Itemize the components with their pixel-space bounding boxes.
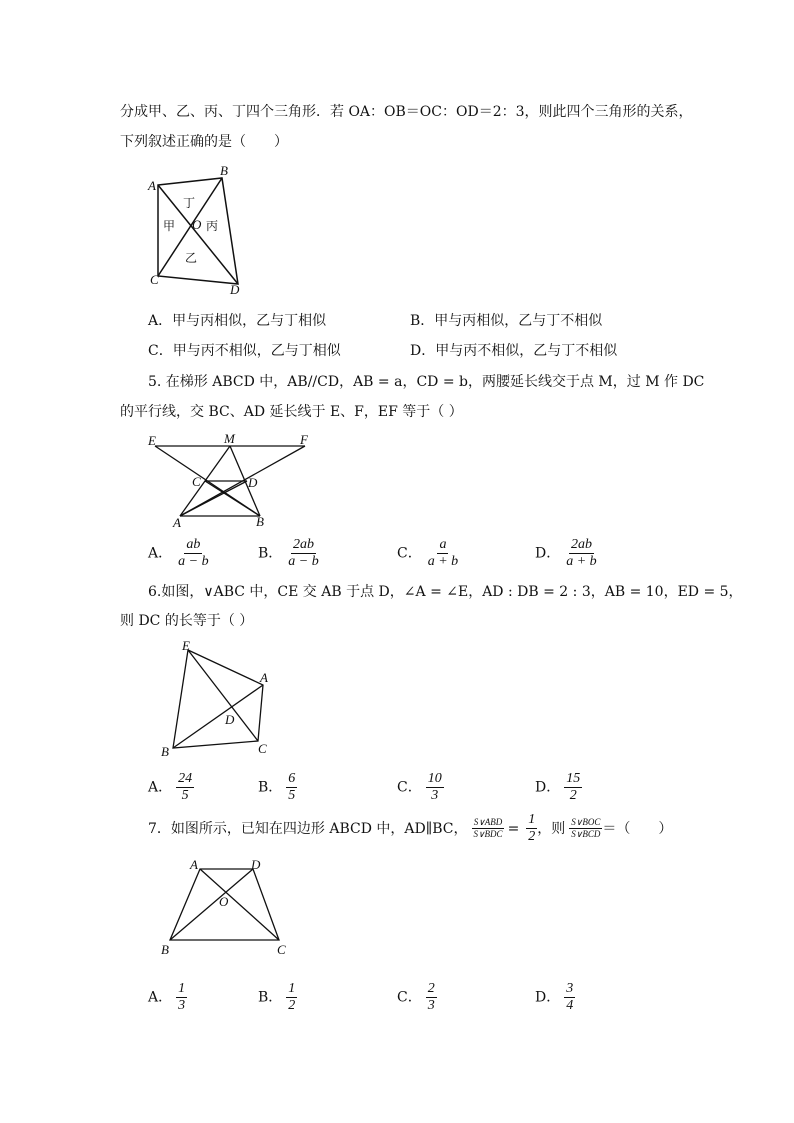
q4-label-jia: 甲: [163, 219, 176, 233]
q7-label-C: C: [277, 942, 286, 957]
q7-option-b[interactable]: B． $\frac{1}{2}$: [258, 981, 296, 1013]
q4-figure: [140, 160, 260, 300]
q4-label-C: C: [150, 272, 159, 287]
q6-stem-line2: 则 DC 的长等于（ ）: [120, 613, 254, 629]
q7-label-A: A: [190, 857, 198, 872]
q4-label-D: D: [230, 282, 240, 297]
q6-label-D: D: [225, 712, 235, 727]
q5-label-M: M: [224, 431, 235, 446]
q4-label-B: B: [220, 163, 228, 178]
q5-option-d[interactable]: D． $\frac{2ab}{a + b}$: [535, 537, 597, 569]
q4-label-yi: 乙: [185, 251, 198, 265]
q5-label-F: F: [300, 432, 308, 447]
q7-label-O: O: [219, 894, 229, 909]
q7-option-d[interactable]: D． $\frac{3}{4}$: [535, 981, 574, 1013]
q7-option-a[interactable]: A． $\frac{1}{3}$: [148, 981, 186, 1013]
q5-stem-line2: 的平行线，交 BC、AD 延长线于 E、F，EF 等于（ ）: [120, 404, 463, 420]
q4-option-b[interactable]: B．甲与丙相似，乙与丁不相似: [410, 313, 603, 329]
q7-label-B: B: [161, 942, 169, 957]
q5-label-A: A: [173, 515, 181, 530]
q5-label-D: D: [248, 475, 258, 490]
q6-label-E: E: [182, 638, 190, 653]
q4-label-A: A: [148, 178, 156, 193]
q5-figure: [140, 430, 320, 530]
q5-label-B: B: [256, 514, 264, 529]
q5-label-E: E: [148, 433, 156, 448]
q4-option-d[interactable]: D．甲与丙不相似，乙与丁不相似: [410, 343, 618, 359]
q5-option-a[interactable]: A． $\frac{ab}{a - b}$: [148, 537, 209, 569]
q4-stem-line2: 下列叙述正确的是（ ）: [120, 134, 288, 150]
q6-option-c[interactable]: C． $\frac{10}{3}$: [397, 771, 442, 803]
q4-label-bing: 丙: [206, 219, 219, 233]
q6-label-A: A: [260, 670, 268, 685]
q4-label-O: O: [192, 217, 202, 232]
q7-stem: 7．如图所示，已知在四边形 ABCD 中，AD∥BC， $\frac{\text{S∨ABD}}{\text{S∨BDC}}$ = $\frac{1}{2}$ ，则 $\frac{\text{S∨BOC}}{\text{S∨BCD}}$ ＝（ ）: [148, 812, 673, 844]
q4-option-a[interactable]: A．甲与丙相似，乙与丁相似: [148, 313, 327, 329]
q6-label-B: B: [161, 744, 169, 759]
q5-option-b[interactable]: B． $\frac{2ab}{a - b}$: [258, 537, 319, 569]
q6-stem-line1: 6.如图，∨ABC 中，CE 交 AB 于点 D，∠A = ∠E，AD : DB = 2 : 3，AB = 10，ED = 5，: [148, 584, 743, 600]
q6-option-b[interactable]: B． $\frac{6}{5}$: [258, 771, 296, 803]
q4-stem-line1: 分成甲、乙、丙、丁四个三角形．若 OA：OB＝OC：OD＝2：3，则此四个三角形的关系，: [120, 104, 693, 120]
q6-figure: [155, 638, 285, 768]
q4-option-c[interactable]: C．甲与丙不相似，乙与丁相似: [148, 343, 341, 359]
q6-label-C: C: [258, 741, 267, 756]
q5-stem-line1: 5. 在梯形 ABCD 中，AB//CD，AB = a，CD = b，两腰延长线交于点 M，过 M 作 DC: [148, 374, 705, 390]
q5-label-C: C: [192, 474, 201, 489]
q4-label-ding: 丁: [183, 196, 196, 210]
q7-figure: [155, 855, 300, 960]
q6-option-a[interactable]: A． $\frac{24}{5}$: [148, 771, 193, 803]
q6-option-d[interactable]: D． $\frac{15}{2}$: [535, 771, 581, 803]
q5-option-c[interactable]: C． $\frac{a}{a + b}$: [397, 537, 459, 569]
q7-option-c[interactable]: C． $\frac{2}{3}$: [397, 981, 435, 1013]
q7-label-D: D: [251, 857, 261, 872]
